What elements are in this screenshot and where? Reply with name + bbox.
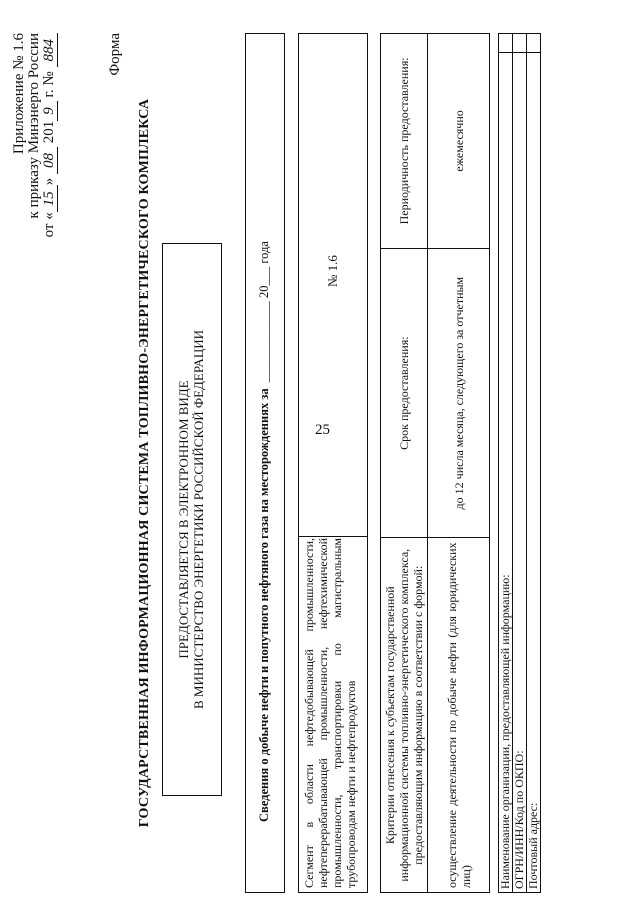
order-number: 884	[41, 33, 58, 68]
deadline-header: Срок предоставления:	[381, 248, 428, 538]
table-row	[428, 34, 490, 893]
organization-info-table	[498, 33, 541, 893]
order-year-digit: 9	[41, 101, 58, 121]
table-row	[527, 34, 541, 893]
org-name-label: Наименование организации, предоставляющей информацию:	[499, 53, 513, 893]
submission-notice-line1: ПРЕДОСТАВЛЯЕТСЯ В ЭЛЕКТРОННОМ ВИДЕ	[176, 380, 191, 659]
criteria-value: осуществление деятельности по добыче нефти (для юридических лиц)	[428, 538, 490, 893]
segment-box	[298, 33, 368, 893]
criteria-header: Критерии отнесения к субъектам государственной информационной системы топливно-энергетического комплекса, предоставляющим информацию в соответствии с формой:	[381, 538, 428, 893]
org-address-label: Почтовый адрес:	[527, 53, 541, 893]
table-row	[499, 34, 513, 893]
appendix-block	[12, 33, 57, 237]
order-month: 08	[41, 147, 58, 174]
submission-notice-box	[162, 243, 222, 796]
deadline-value: до 12 числа месяца, следующего за отчетным	[428, 248, 490, 538]
table-row	[381, 34, 428, 893]
order-day: 15	[41, 185, 58, 212]
org-name-value	[499, 34, 513, 53]
org-address-value	[527, 34, 541, 53]
org-ogrn-value	[513, 34, 527, 53]
form-label: Форма	[107, 33, 123, 76]
document-heading: ГОСУДАРСТВЕННАЯ ИНФОРМАЦИОННАЯ СИСТЕМА ТОПЛИВНО-ЭНЕРГЕТИЧЕСКОГО КОМПЛЕКСА	[137, 98, 152, 828]
periodicity-header: Периодичность предоставления:	[381, 34, 428, 249]
page-number: 25	[315, 422, 330, 438]
report-title: Сведения о добыче нефти и попутного нефтяного газа на месторождениях за	[257, 388, 271, 822]
segment-description: Сегмент в области нефтедобывающей промышленности, нефтеперерабатывающей промышленности, нефтехимической промышленности, транспортировки по магистральным трубопроводам нефти и нефтепродуктов	[302, 538, 358, 888]
periodicity-value: ежемесячно	[428, 34, 490, 249]
report-period: _____________ 20___ года	[257, 241, 271, 383]
form-number: № 1.6	[325, 255, 340, 287]
appendix-order-date: от «15» 08 2019 г. № 884	[42, 33, 57, 237]
org-ogrn-label: ОГРН/ИНН/Код по ОКПО:	[513, 53, 527, 893]
appendix-title: Приложение № 1.6	[11, 33, 27, 155]
table-row	[513, 34, 527, 893]
appendix-order-ref: к приказу Минэнерго России	[26, 33, 42, 219]
segment-divider	[299, 536, 367, 537]
criteria-table	[380, 33, 490, 893]
rotated-form-sheet	[12, 33, 632, 893]
submission-notice-line2: В МИНИСТЕРСТВО ЭНЕРГЕТИКИ РОССИЙСКОЙ ФЕДЕРАЦИИ	[191, 330, 206, 709]
report-title-box	[245, 33, 285, 893]
